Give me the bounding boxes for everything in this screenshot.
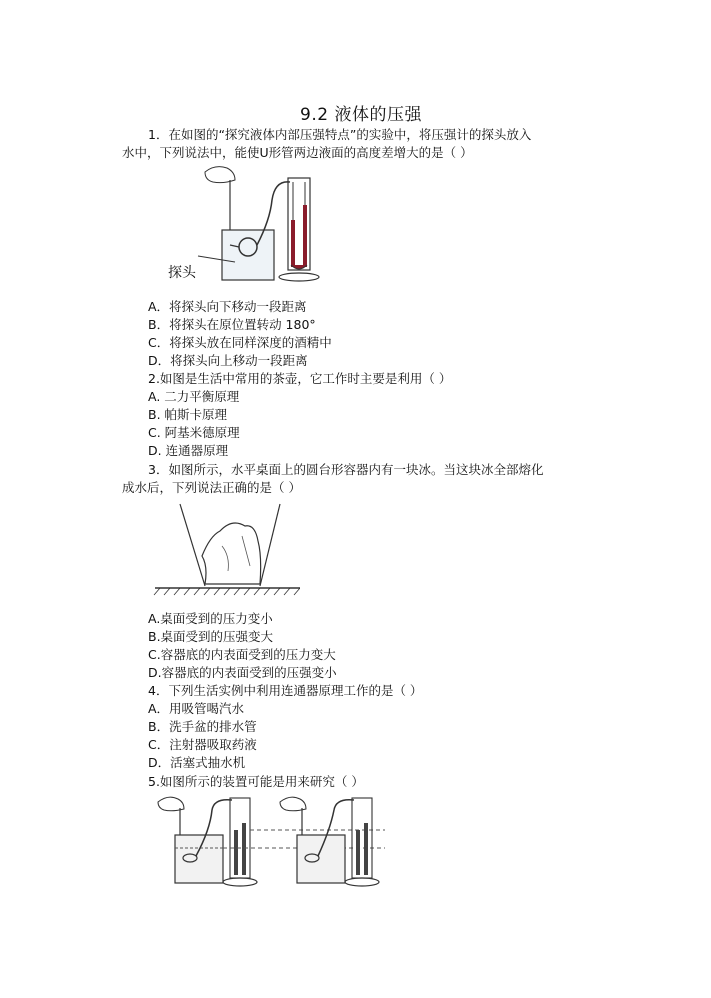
ice-block-shape xyxy=(202,523,261,584)
question-3-line-2: 成水后，下列说法正确的是（ ） xyxy=(122,480,301,495)
question-2-option-c: C. 阿基米德原理 xyxy=(148,425,240,440)
question-5-line-1: 5.如图所示的装置可能是用来研究（ ） xyxy=(148,774,364,789)
stand-base xyxy=(279,273,319,281)
question-4-option-a: A．用吸管喝汽水 xyxy=(148,701,245,716)
container-right-wall xyxy=(260,504,280,586)
question-3-option-a: A.桌面受到的压力变小 xyxy=(148,611,273,626)
comparison-apparatus-figure xyxy=(150,790,395,890)
container-left-wall xyxy=(180,504,205,586)
ice-container-figure xyxy=(150,496,300,606)
question-2-option-d: D. 连通器原理 xyxy=(148,443,229,458)
right-beaker xyxy=(297,835,345,883)
question-2-option-b: B. 帕斯卡原理 xyxy=(148,407,228,422)
page-title: 9.2 液体的压强 xyxy=(300,105,422,125)
question-4-option-c: C．注射器吸取药液 xyxy=(148,737,257,752)
question-3-line-1: 3．如图所示，水平桌面上的圆台形容器内有一块冰。当这块冰全部熔化 xyxy=(148,462,544,477)
question-2-line-1: 2.如图是生活中常用的茶壶，它工作时主要是利用（ ） xyxy=(148,371,452,386)
probe-label: 探头 xyxy=(168,265,196,281)
question-1-option-d: D．将探头向上移动一段距离 xyxy=(148,353,308,368)
left-beaker xyxy=(175,835,223,883)
question-3-option-c: C.容器底的内表面受到的压力变大 xyxy=(148,647,336,662)
question-2-option-a: A. 二力平衡原理 xyxy=(148,389,240,404)
question-1-line-2: 水中，下列说法中，能使U形管两边液面的高度差增大的是（ ） xyxy=(122,145,473,160)
question-1-line-1: 1．在如图的“探究液体内部压强特点”的实验中，将压强计的探头放入 xyxy=(148,127,532,142)
question-4-option-b: B．洗手盆的排水管 xyxy=(148,719,257,734)
question-3-option-d: D.容器底的内表面受到的压强变小 xyxy=(148,665,337,680)
question-4-option-d: D．活塞式抽水机 xyxy=(148,755,246,770)
question-3-option-b: B.桌面受到的压强变大 xyxy=(148,629,274,644)
question-1-option-a: A．将探头向下移动一段距离 xyxy=(148,299,307,314)
question-4-line-1: 4．下列生活实例中利用连通器原理工作的是（ ） xyxy=(148,683,423,698)
question-1-option-b: B．将探头在原位置转动 180° xyxy=(148,317,316,332)
question-1-option-c: C．将探头放在同样深度的酒精中 xyxy=(148,335,332,350)
